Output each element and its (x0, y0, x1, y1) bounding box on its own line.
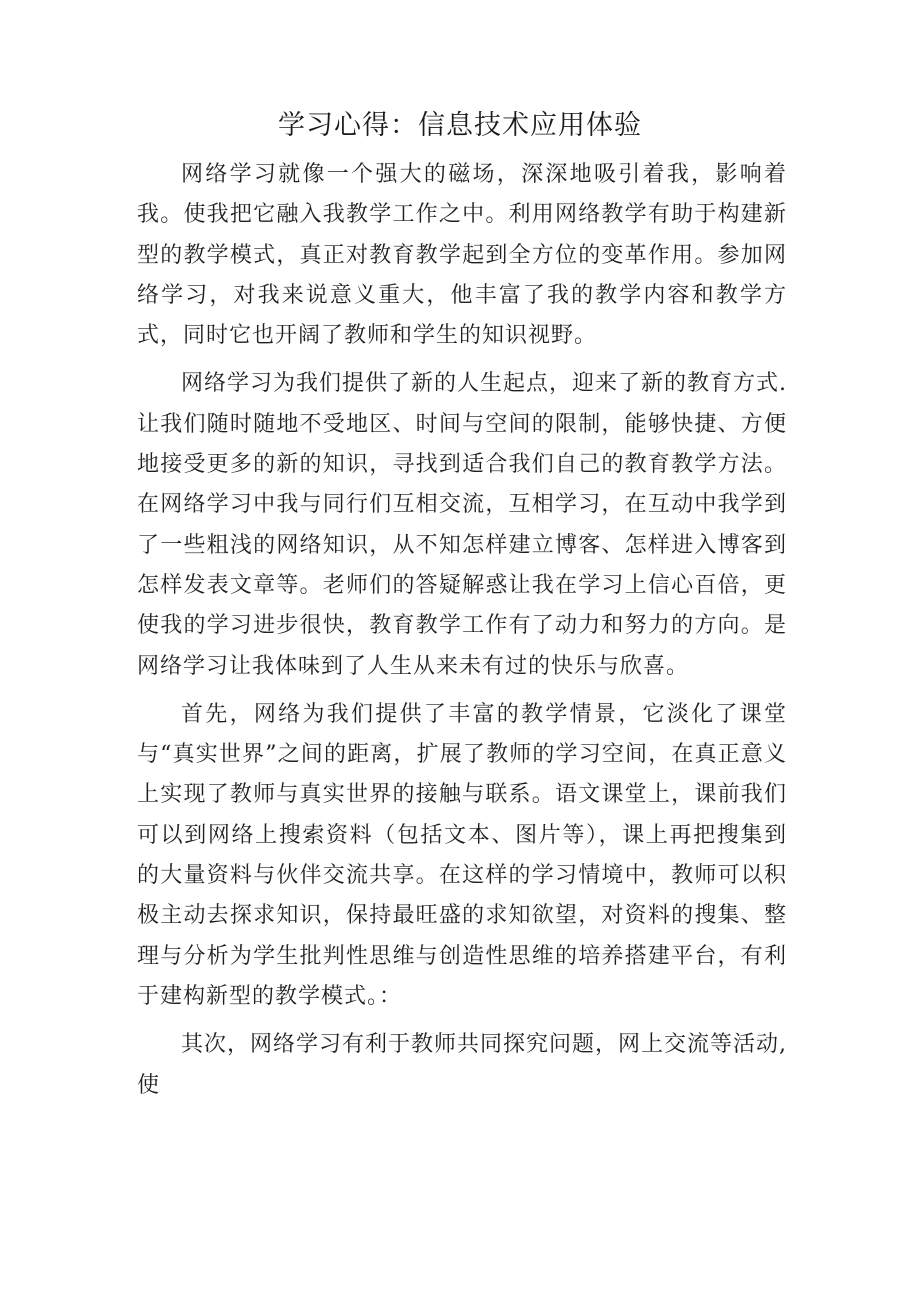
document-body (137, 155, 787, 1114)
paragraph-4: 其次，网络学习有利于教师共同探究问题，网上交流等活动,使 (137, 1032, 787, 1098)
paragraph-3: 首先，网络为我们提供了丰富的教学情景，它淡化了课堂与“真实世界”之间的距离，扩展了教师的学习空间，在真正意义上实现了教师与真实世界的接触与联系。语文课堂上，课前我们可以到网络上搜索资料（包括文本、图片等），课上再把搜集到的大量资料与伙伴交流共享。在这样的学习情境中，教师可以积极主动去探求知识，保持最旺盛的求知欲望，对资料的搜集、整理与分析为学生批判性思维与创造性思维的培养搭建平台，有利于建构新型的教学模式。： (137, 701, 787, 1009)
document-title: 学习心得：信息技术应用体验 (278, 110, 642, 141)
paragraph-2: 网络学习为我们提供了新的人生起点，迎来了新的教育方式.让我们随时随地不受地区、时间与空间的限制，能够快捷、方便地接受更多的新的知识，寻找到适合我们自己的教育教学方法。在网络学习中我与同行们互相交流，互相学习，在互动中我学到了一些粗浅的网络知识，从不知怎样建立博客、怎样进入博客到怎样发表文章等。老师们的答疑解惑让我在学习上信心百倍，更使我的学习进步很快，教育教学工作有了动力和努力的方向。是网络学习让我体味到了人生从来未有过的快乐与欣喜。 (137, 371, 787, 679)
paragraph-1: 网络学习就像一个强大的磁场，深深地吸引着我，影响着我。使我把它融入我教学工作之中。利用网络教学有助于构建新型的教学模式，真正对教育教学起到全方位的变革作用。参加网络学习，对我来说意义重大，他丰富了我的教学内容和教学方式，同时它也开阔了教师和学生的知识视野。 (137, 162, 787, 349)
